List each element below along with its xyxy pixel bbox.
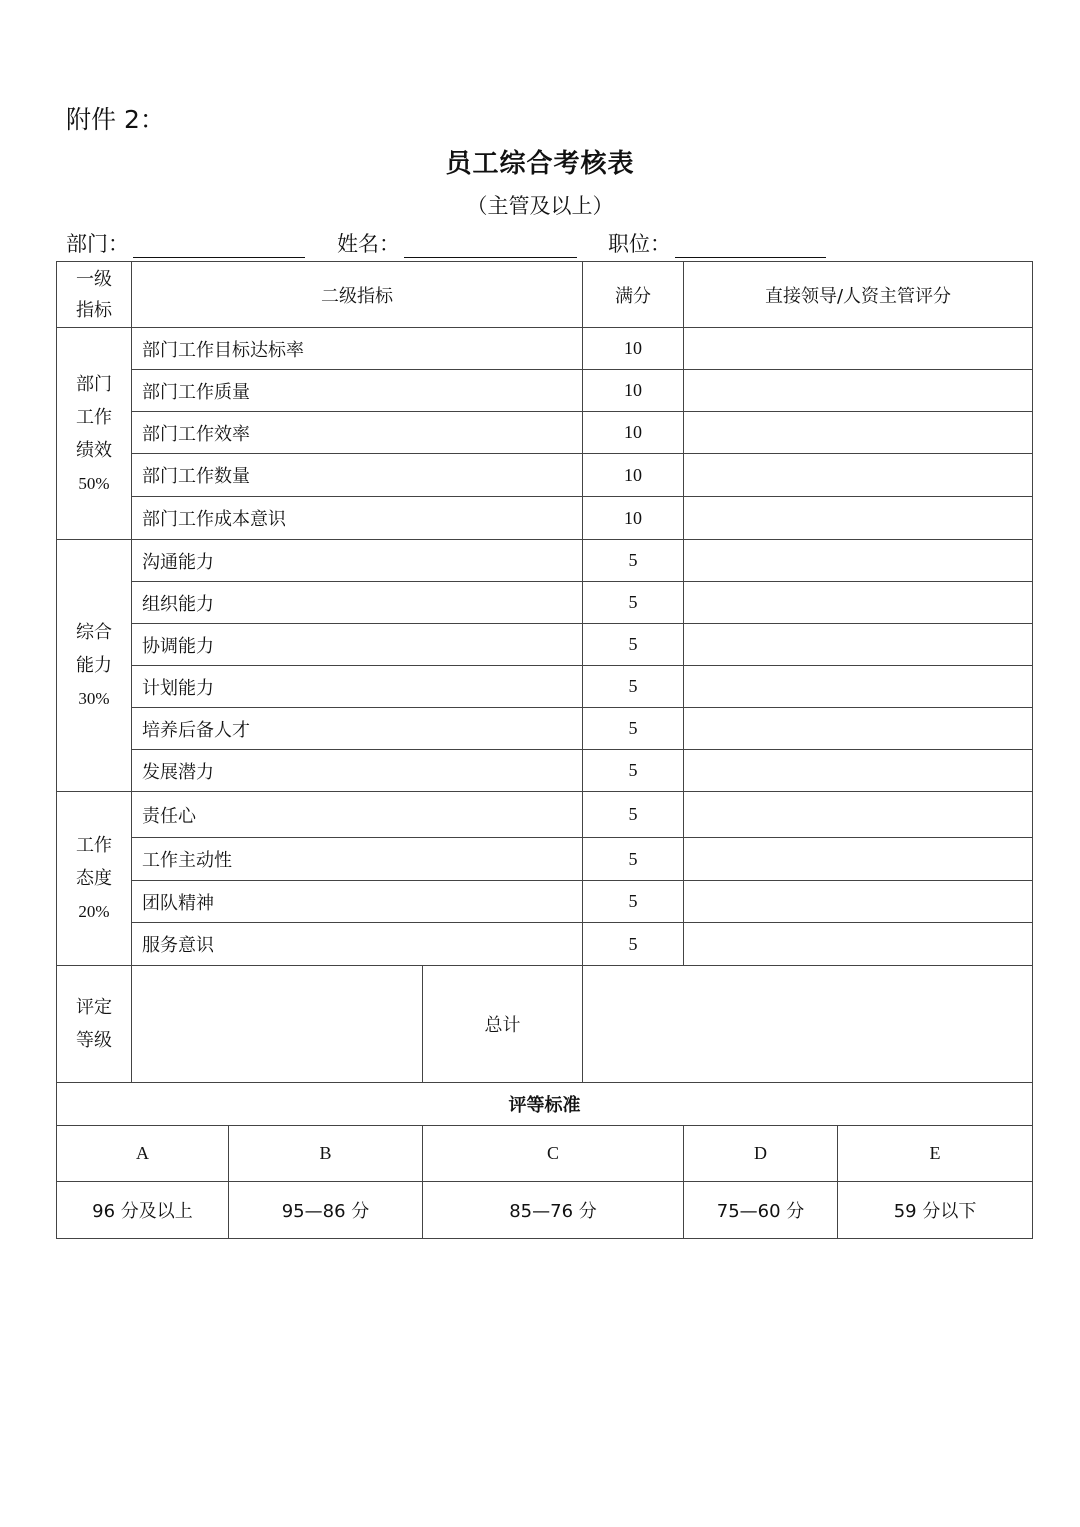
item-name: 服务意识 xyxy=(132,923,583,966)
score-input-cell[interactable] xyxy=(684,582,1033,624)
table-row xyxy=(57,792,1033,838)
item-name: 部门工作数量 xyxy=(132,454,583,497)
table-row xyxy=(57,708,1033,750)
grade-letter: A xyxy=(57,1126,229,1182)
item-name: 责任心 xyxy=(132,792,583,838)
score-input-cell[interactable] xyxy=(684,750,1033,792)
score-input-cell[interactable] xyxy=(684,838,1033,881)
table-row xyxy=(57,750,1033,792)
grade-letter: D xyxy=(684,1126,838,1182)
table-row xyxy=(57,454,1033,497)
table-row xyxy=(57,666,1033,708)
table-row xyxy=(57,881,1033,923)
category-attitude xyxy=(57,792,132,966)
category-line: 工作 xyxy=(76,835,112,856)
category-line: 部门 xyxy=(76,373,112,395)
category-performance xyxy=(57,328,132,540)
rating-label-line1: 评定 xyxy=(76,997,112,1018)
category-weight: 30% xyxy=(78,689,110,708)
assessment-table xyxy=(56,261,1033,1239)
score-input-cell[interactable] xyxy=(684,923,1033,966)
grade-letter-row xyxy=(57,1126,1033,1182)
item-score: 5 xyxy=(583,666,684,708)
item-name: 部门工作目标达标率 xyxy=(132,328,583,370)
item-score: 5 xyxy=(583,838,684,881)
grade-range: 96 分及以上 xyxy=(57,1182,229,1239)
score-input-cell[interactable] xyxy=(684,624,1033,666)
rating-label-line2: 等级 xyxy=(76,1030,112,1051)
item-score: 5 xyxy=(583,624,684,666)
item-name: 部门工作成本意识 xyxy=(132,497,583,540)
dept-input-line[interactable] xyxy=(133,233,305,258)
dept-field xyxy=(66,228,305,258)
item-name: 计划能力 xyxy=(132,666,583,708)
name-label: 姓名： xyxy=(337,232,400,256)
grade-letter: E xyxy=(838,1126,1033,1182)
grade-letter: B xyxy=(229,1126,423,1182)
score-input-cell[interactable] xyxy=(684,881,1033,923)
grade-range: 75—60 分 xyxy=(684,1182,838,1239)
score-input-cell[interactable] xyxy=(684,328,1033,370)
score-input-cell[interactable] xyxy=(684,412,1033,454)
name-field xyxy=(337,228,577,258)
table-row xyxy=(57,540,1033,582)
header-row xyxy=(57,262,1033,328)
item-score: 10 xyxy=(583,454,684,497)
category-weight: 50% xyxy=(78,473,110,493)
item-score: 5 xyxy=(583,881,684,923)
item-score: 10 xyxy=(583,370,684,412)
header-evaluator: 直接领导/人资主管评分 xyxy=(684,262,1033,328)
item-name: 协调能力 xyxy=(132,624,583,666)
page-title: 员工综合考核表 xyxy=(445,149,635,179)
table-row xyxy=(57,838,1033,881)
item-name: 组织能力 xyxy=(132,582,583,624)
position-field xyxy=(608,228,826,258)
score-input-cell[interactable] xyxy=(684,666,1033,708)
rating-label xyxy=(57,966,132,1083)
total-score-cell[interactable] xyxy=(583,966,1033,1083)
rating-row xyxy=(57,966,1033,1083)
table-row xyxy=(57,624,1033,666)
category-line: 态度 xyxy=(76,868,112,889)
standard-title-row xyxy=(57,1083,1033,1126)
item-name: 培养后备人才 xyxy=(132,708,583,750)
item-name: 部门工作质量 xyxy=(132,370,583,412)
category-line: 综合 xyxy=(76,622,112,643)
grade-letter: C xyxy=(423,1126,684,1182)
item-score: 5 xyxy=(583,540,684,582)
total-label: 总计 xyxy=(423,966,583,1083)
table-row xyxy=(57,412,1033,454)
table-row xyxy=(57,923,1033,966)
item-name: 部门工作效率 xyxy=(132,412,583,454)
position-label: 职位： xyxy=(608,232,671,256)
item-score: 5 xyxy=(583,750,684,792)
grade-range: 59 分以下 xyxy=(838,1182,1033,1239)
category-line: 工作 xyxy=(76,406,112,428)
item-name: 工作主动性 xyxy=(132,838,583,881)
table-row xyxy=(57,497,1033,540)
item-score: 5 xyxy=(583,792,684,838)
item-score: 5 xyxy=(583,708,684,750)
page-subtitle: （主管及以上） xyxy=(466,194,614,218)
name-input-line[interactable] xyxy=(404,233,577,258)
item-name: 团队精神 xyxy=(132,881,583,923)
item-name: 发展潜力 xyxy=(132,750,583,792)
header-level1-line2: 指标 xyxy=(76,299,112,321)
score-input-cell[interactable] xyxy=(684,454,1033,497)
item-score: 10 xyxy=(583,328,684,370)
category-weight: 20% xyxy=(78,902,110,921)
header-full-score: 满分 xyxy=(583,262,684,328)
grade-range-row xyxy=(57,1182,1033,1239)
table-row xyxy=(57,582,1033,624)
score-input-cell[interactable] xyxy=(684,370,1033,412)
position-input-line[interactable] xyxy=(675,233,826,258)
category-line: 能力 xyxy=(76,655,112,676)
score-input-cell[interactable] xyxy=(684,540,1033,582)
rating-grade-cell[interactable] xyxy=(132,966,423,1083)
category-ability xyxy=(57,540,132,792)
score-input-cell[interactable] xyxy=(684,497,1033,540)
table-row xyxy=(57,328,1033,370)
dept-label: 部门： xyxy=(66,232,129,256)
table-row xyxy=(57,370,1033,412)
item-score: 5 xyxy=(583,582,684,624)
category-line: 绩效 xyxy=(76,439,112,461)
item-score: 10 xyxy=(583,412,684,454)
item-name: 沟通能力 xyxy=(132,540,583,582)
attachment-label: 附件 2： xyxy=(66,105,165,134)
score-input-cell[interactable] xyxy=(684,792,1033,838)
header-level1-line1: 一级 xyxy=(76,268,112,290)
grade-range: 95—86 分 xyxy=(229,1182,423,1239)
item-score: 5 xyxy=(583,923,684,966)
header-level1 xyxy=(57,262,132,328)
score-input-cell[interactable] xyxy=(684,708,1033,750)
grade-range: 85—76 分 xyxy=(423,1182,684,1239)
standard-title: 评等标准 xyxy=(57,1083,1033,1126)
item-score: 10 xyxy=(583,497,684,540)
header-level2: 二级指标 xyxy=(132,262,583,328)
